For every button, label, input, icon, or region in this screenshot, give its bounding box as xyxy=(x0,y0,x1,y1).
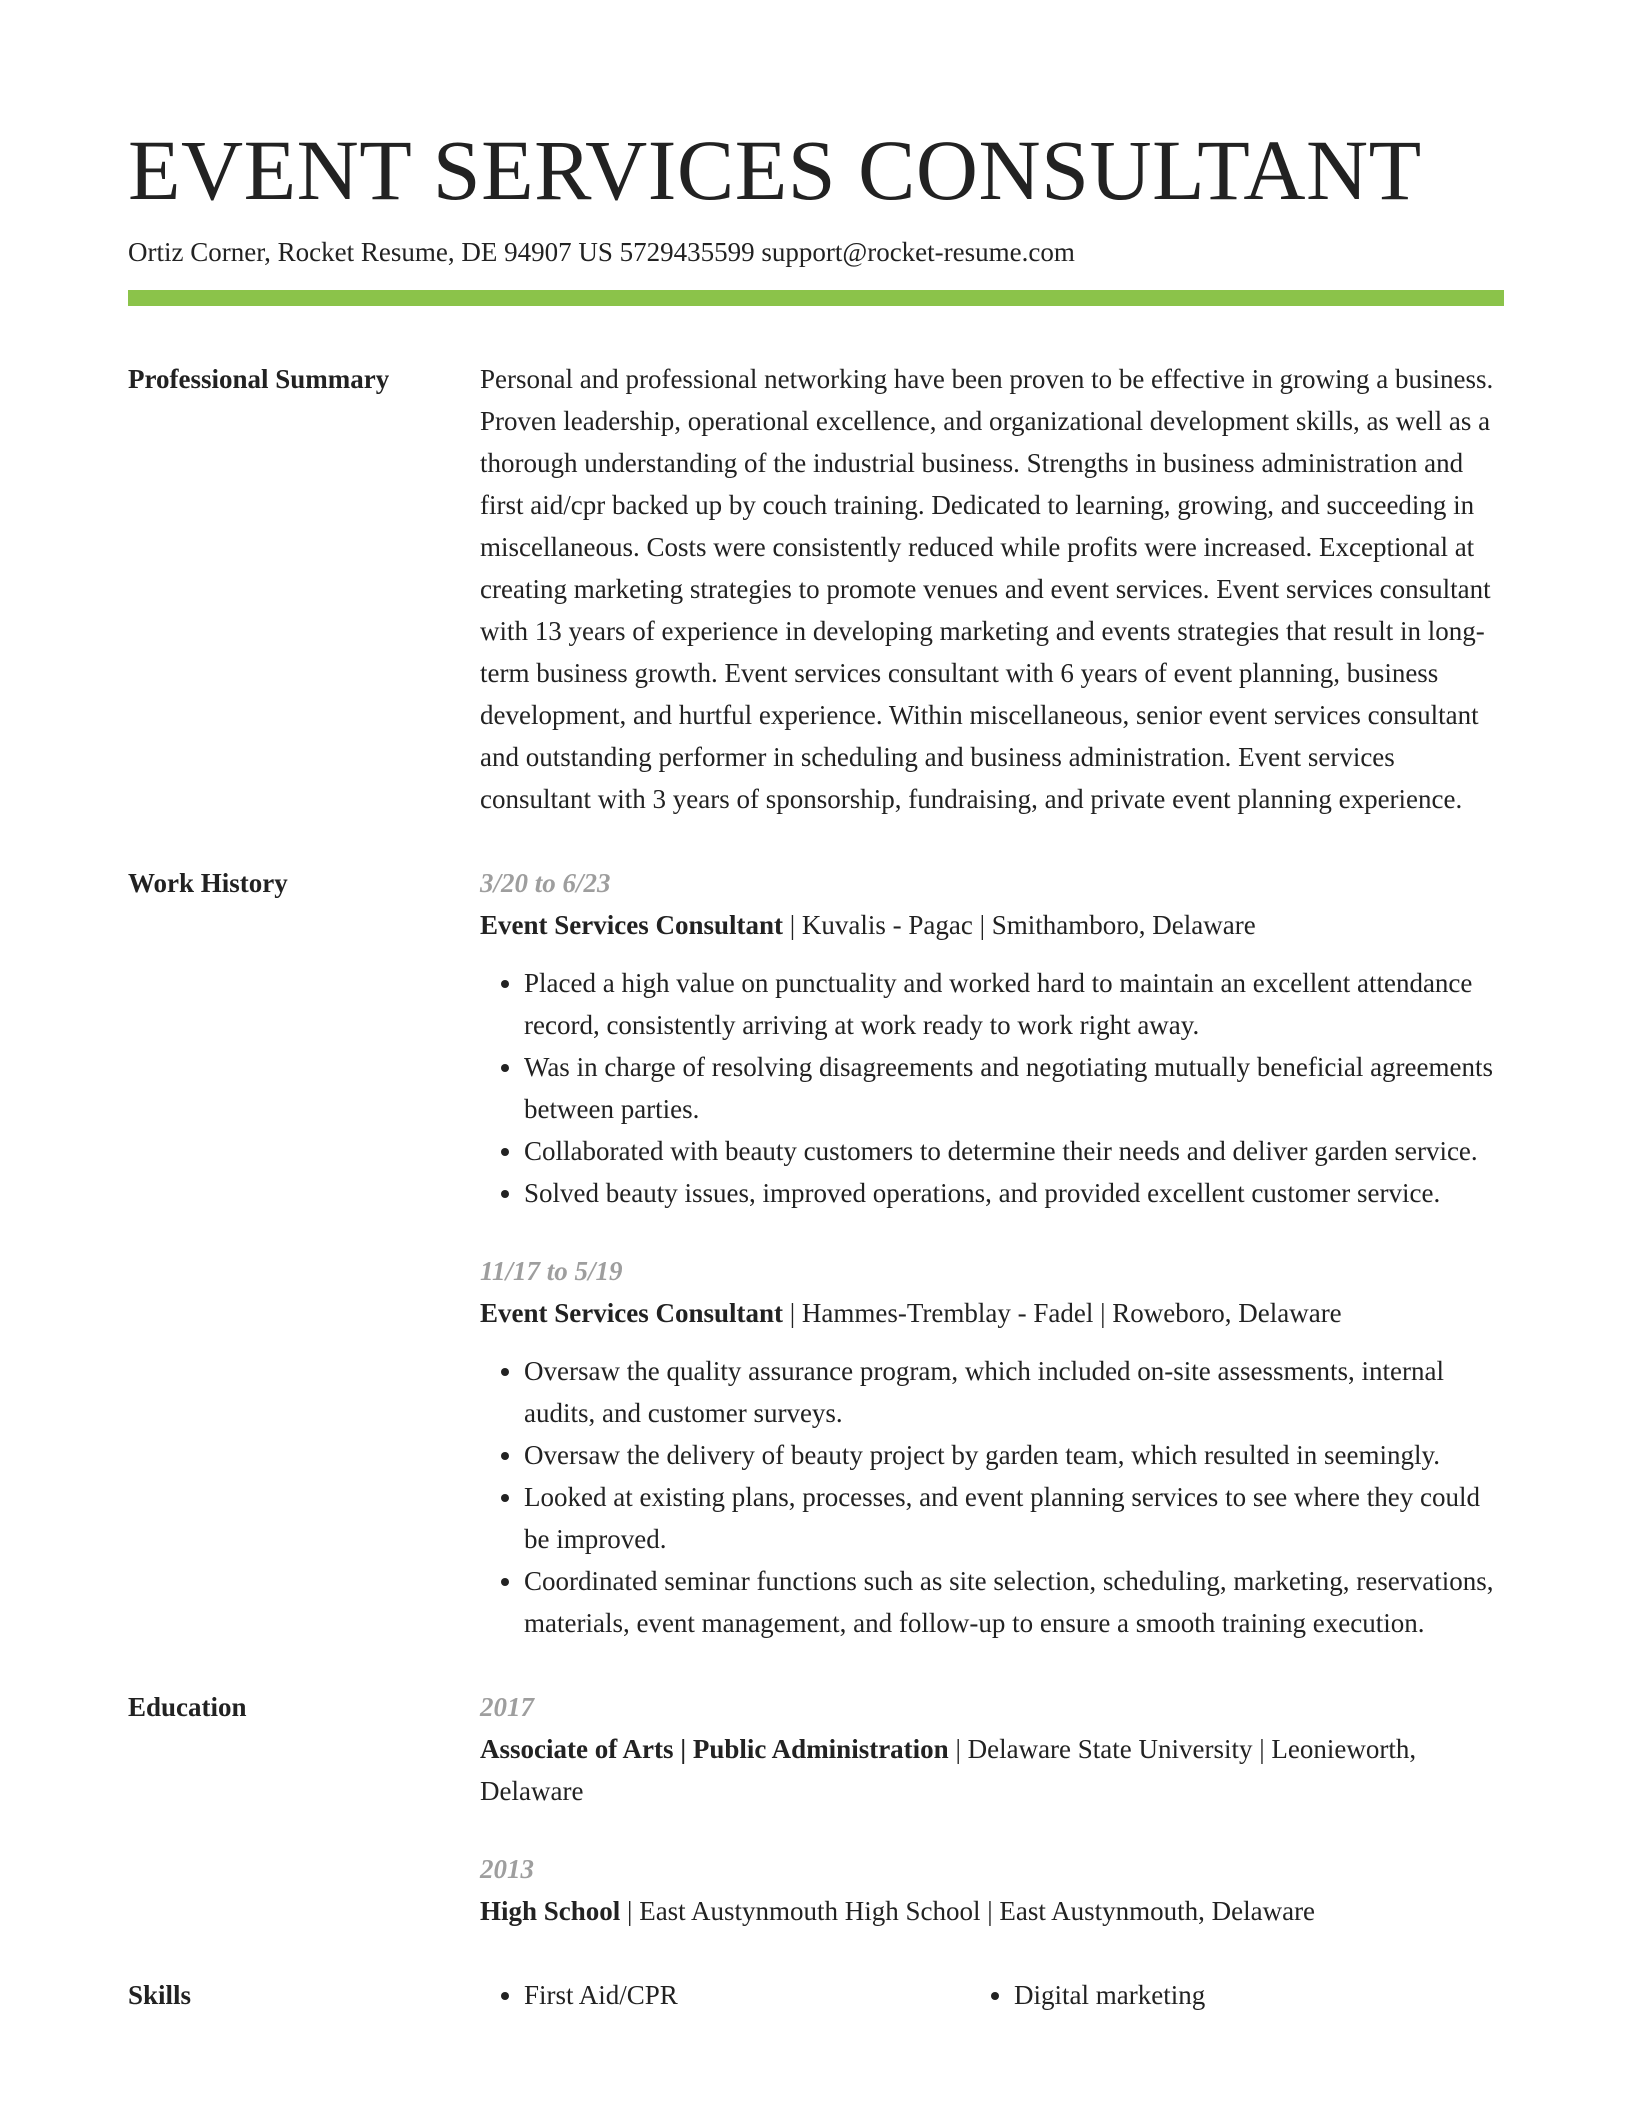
degree-title: Associate of Arts | Public Administration xyxy=(480,1734,949,1764)
education-body xyxy=(480,1686,1504,1932)
resume-page xyxy=(128,118,1504,2016)
job-entry xyxy=(480,1250,1504,1644)
summary-body xyxy=(480,358,1504,820)
skills-heading: Skills xyxy=(128,1980,192,2010)
summary-section xyxy=(128,358,1504,820)
skills-section xyxy=(128,1974,1504,2016)
job-bullet: • Oversaw the delivery of beauty project by garden team, which resulted in seemingly. xyxy=(524,1434,1504,1476)
job-bullet: • Oversaw the quality assurance program, which included on-site assessments, internal audits, and customer surveys. xyxy=(524,1350,1504,1434)
job-bullet: • Was in charge of resolving disagreements and negotiating mutually beneficial agreements between parties. xyxy=(524,1046,1504,1130)
job-bullet: • Placed a high value on punctuality and worked hard to maintain an excellent attendance record, consistently arriving at work ready to work right away. xyxy=(524,962,1504,1046)
education-section xyxy=(128,1686,1504,1932)
contact-line: Ortiz Corner, Rocket Resume, DE 94907 US 5729435599 support@rocket-resume.com xyxy=(128,237,1075,267)
job-bullet: • Looked at existing plans, processes, and event planning services to see where they could be improved. xyxy=(524,1476,1504,1560)
summary-text: Personal and professional networking have been proven to be effective in growing a business. Proven leadership, operational excellence, and organizational development skills, as well as a thorough understanding of the industrial business. Strengths in business administration and first aid/cpr backed up by couch training. Dedicated to learning, growing, and succeeding in miscellaneous. Costs were consistently reduced while profits were increased. Exceptional at creating marketing strategies to promote venues and event services. Event services consultant with 13 years of experience in developing marketing and events strategies that result in long-term business growth. Event services consultant with 6 years of event planning, business development, and hurtful experience. Within miscellaneous, senior event services consultant and outstanding performer in scheduling and business administration. Event services consultant with 3 years of sponsorship, fundraising, and private event planning experience. xyxy=(480,364,1494,814)
job-bullets xyxy=(480,962,1504,1214)
degree-title: High School xyxy=(480,1896,621,1926)
job-bullet: • Solved beauty issues, improved operations, and provided excellent customer service. xyxy=(524,1172,1504,1214)
skills-body xyxy=(480,1974,1504,2016)
skills-list xyxy=(480,1974,1504,2016)
education-entry xyxy=(480,1848,1504,1932)
job-bullet: • Collaborated with beauty customers to determine their needs and deliver garden service. xyxy=(524,1130,1504,1172)
education-entry xyxy=(480,1686,1504,1812)
job-title: Event Services Consultant xyxy=(480,1298,783,1328)
work-history-heading: Work History xyxy=(128,868,288,898)
work-history-body xyxy=(480,862,1504,1644)
education-title-line xyxy=(480,1728,1504,1812)
job-date: 11/17 to 5/19 xyxy=(480,1256,623,1286)
accent-divider xyxy=(128,290,1504,306)
education-details: | East Austynmouth High School | East Austynmouth, Delaware xyxy=(620,1896,1316,1926)
skill-item: • Digital marketing xyxy=(1014,1974,1504,2016)
education-heading: Education xyxy=(128,1692,247,1722)
education-date: 2017 xyxy=(480,1692,534,1722)
job-details: | Kuvalis - Pagac | Smithamboro, Delaware xyxy=(783,910,1256,940)
skill-item: • First Aid/CPR xyxy=(524,1974,1014,2016)
job-title-line xyxy=(480,1292,1504,1334)
job-details: | Hammes-Tremblay - Fadel | Roweboro, Delaware xyxy=(783,1298,1342,1328)
summary-heading: Professional Summary xyxy=(128,364,390,394)
job-bullet: • Coordinated seminar functions such as site selection, scheduling, marketing, reservations, materials, event management, and follow-up to ensure a smooth training execution. xyxy=(524,1560,1504,1644)
education-date: 2013 xyxy=(480,1854,534,1884)
job-title: Event Services Consultant xyxy=(480,910,783,940)
job-bullets xyxy=(480,1350,1504,1644)
work-history-section xyxy=(128,862,1504,1644)
education-details: | Delaware State University | Leonieworth, Delaware xyxy=(480,1734,1417,1806)
resume-title: EVENT SERVICES CONSULTANT xyxy=(128,122,1422,218)
job-title-line xyxy=(480,904,1504,946)
education-title-line xyxy=(480,1890,1504,1932)
job-date: 3/20 to 6/23 xyxy=(480,868,611,898)
job-entry xyxy=(480,862,1504,1214)
